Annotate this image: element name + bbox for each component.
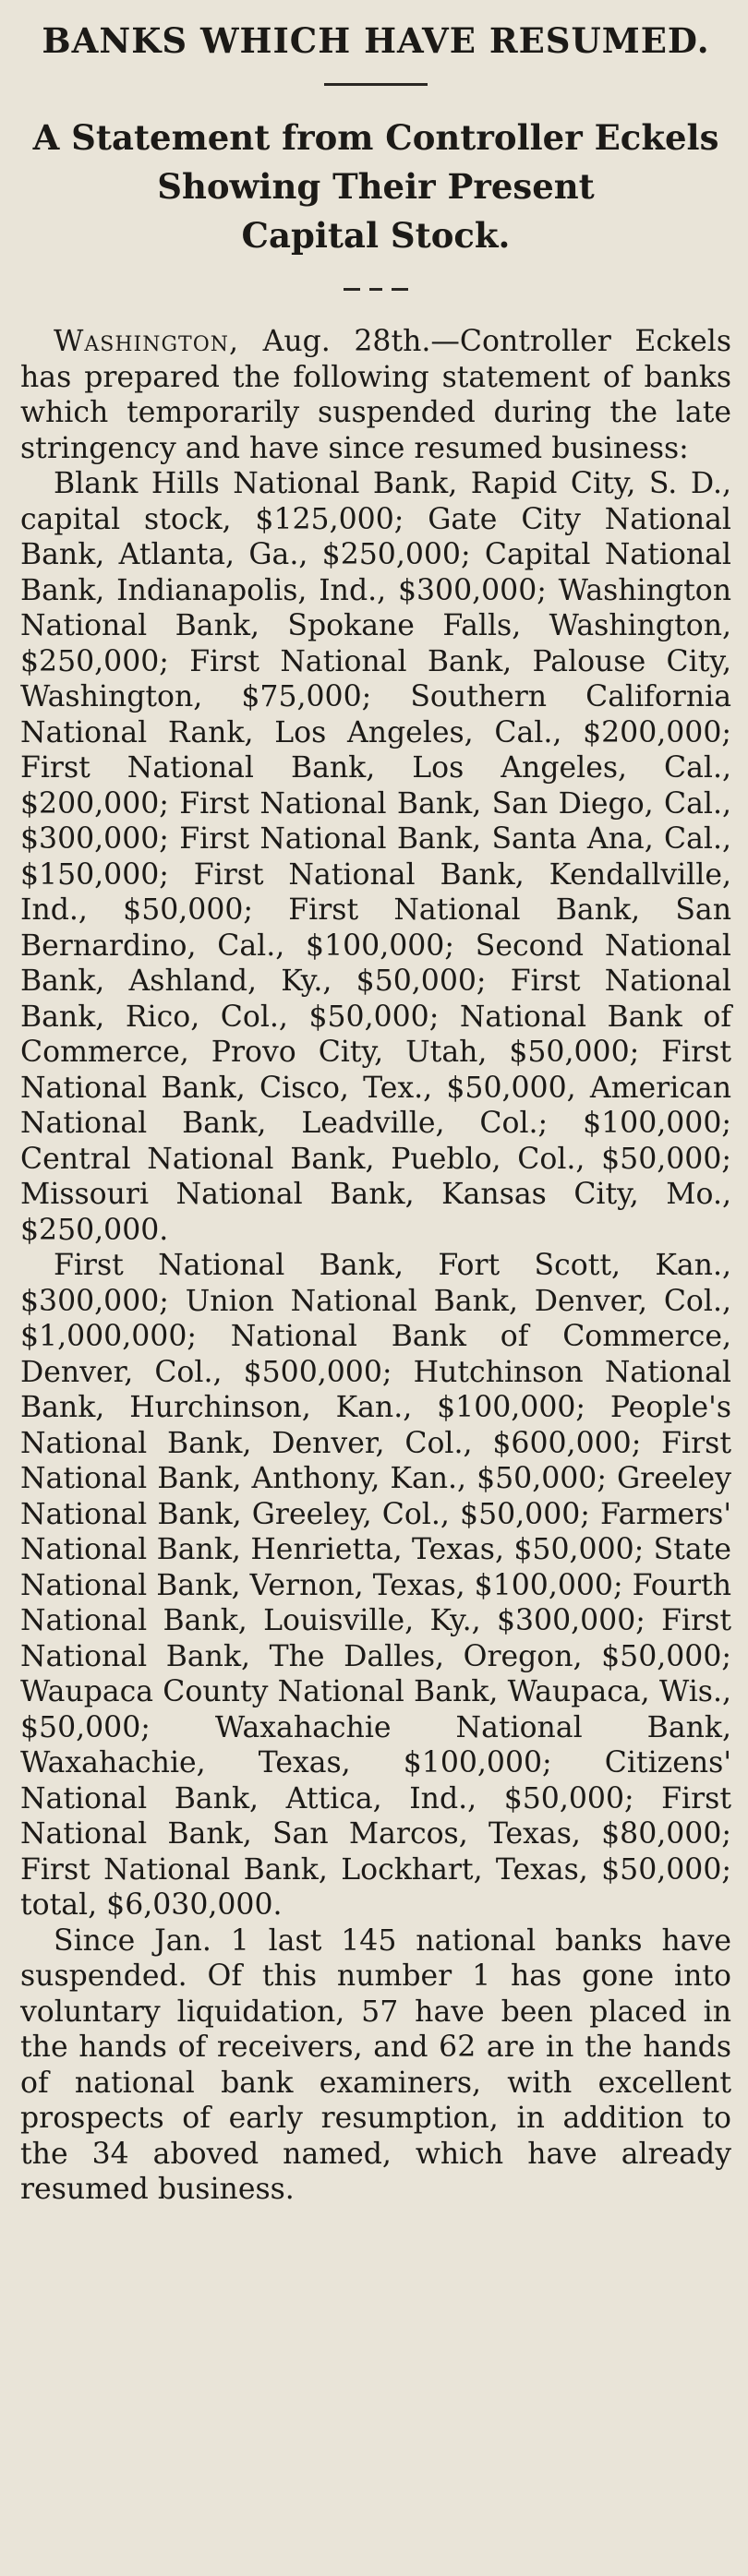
- headline: BANKS WHICH HAVE RESUMED.: [42, 20, 710, 61]
- paragraph-text: Aug. 28th.—Controller Eckels has prepared the following statement of banks which temporarily suspended during the late stringency and have since resumed business:: [20, 325, 731, 465]
- article-paragraph: Blank Hills National Bank, Rapid City, S. D., capital stock, $125,000; Gate City National Bank, Atlanta, Ga., $250,000; Capital National Bank, Indianapolis, Ind., $300,000; Washington National Bank, Spokane Falls, Washington, $250,000; First National Bank, Palouse City, Washington, $75,000; Southern California National Rank, Los Angeles, Cal., $200,000; First National Bank, Los Angeles, Cal., $200,000; First National Bank, San Diego, Cal., $300,000; First National Bank, Santa Ana, Cal., $150,000; First National Bank, Kendallville, Ind., $50,000; First National Bank, San Bernardino, Cal., $100,000; Second National Bank, Ashland, Ky., $50,000; First National Bank, Rico, Col., $50,000; National Bank of Commerce, Provo City, Utah, $50,000; First National Bank, Cisco, Tex., $50,000, American National Bank, Leadville, Col.; $100,000; Central National Bank, Pueblo, Col., $50,000; Missouri National Bank, Kansas City, Mo., $250,000.: [20, 467, 731, 1247]
- subheadline-line: Capital Stock.: [241, 215, 511, 256]
- article-paragraph: First National Bank, Fort Scott, Kan., $300,000; Union National Bank, Denver, Col., $1,000,000; National Bank of Commerce, Denver, Col., $500,000; Hutchinson National Bank, Hurchinson, Kan., $100,000; People's National Bank, Denver, Col., $600,000; First National Bank, Anthony, Kan., $50,000; Greeley National Bank, Greeley, Col., $50,000; Farmers' National Bank, Henrietta, Texas, $50,000; State National Bank, Vernon, Texas, $100,000; Fourth National Bank, Louisville, Ky., $300,000; First National Bank, The Dalles, Oregon, $50,000; Waupaca County National Bank, Waupaca, Wis., $50,000; Waxahachie National Bank, Waxahachie, Texas, $100,000; Citizens' National Bank, Attica, Ind., $50,000; First National Bank, San Marcos, Texas, $80,000; First National Bank, Lockhart, Texas, $50,000; total, $6,030,000.: [20, 1249, 731, 1922]
- section-dash-rule: [344, 288, 408, 291]
- headline-rule: [324, 83, 428, 86]
- subheadline: [20, 114, 731, 260]
- article-body: [20, 324, 731, 2208]
- subheadline-line: Showing Their Present: [157, 166, 595, 207]
- subheadline-line: A Statement from Controller Eckels: [32, 117, 719, 158]
- article-paragraph: Since Jan. 1 last 145 national banks have suspended. Of this number 1 has gone into voluntary liquidation, 57 have been placed in the hands of receivers, and 62 are in the hands of national bank examiners, with excellent prospects of early resumption, in addition to the 34 aboved named, which have already resumed business.: [20, 1923, 731, 2206]
- dateline: Washington,: [54, 325, 240, 358]
- article-paragraph: [20, 324, 731, 466]
